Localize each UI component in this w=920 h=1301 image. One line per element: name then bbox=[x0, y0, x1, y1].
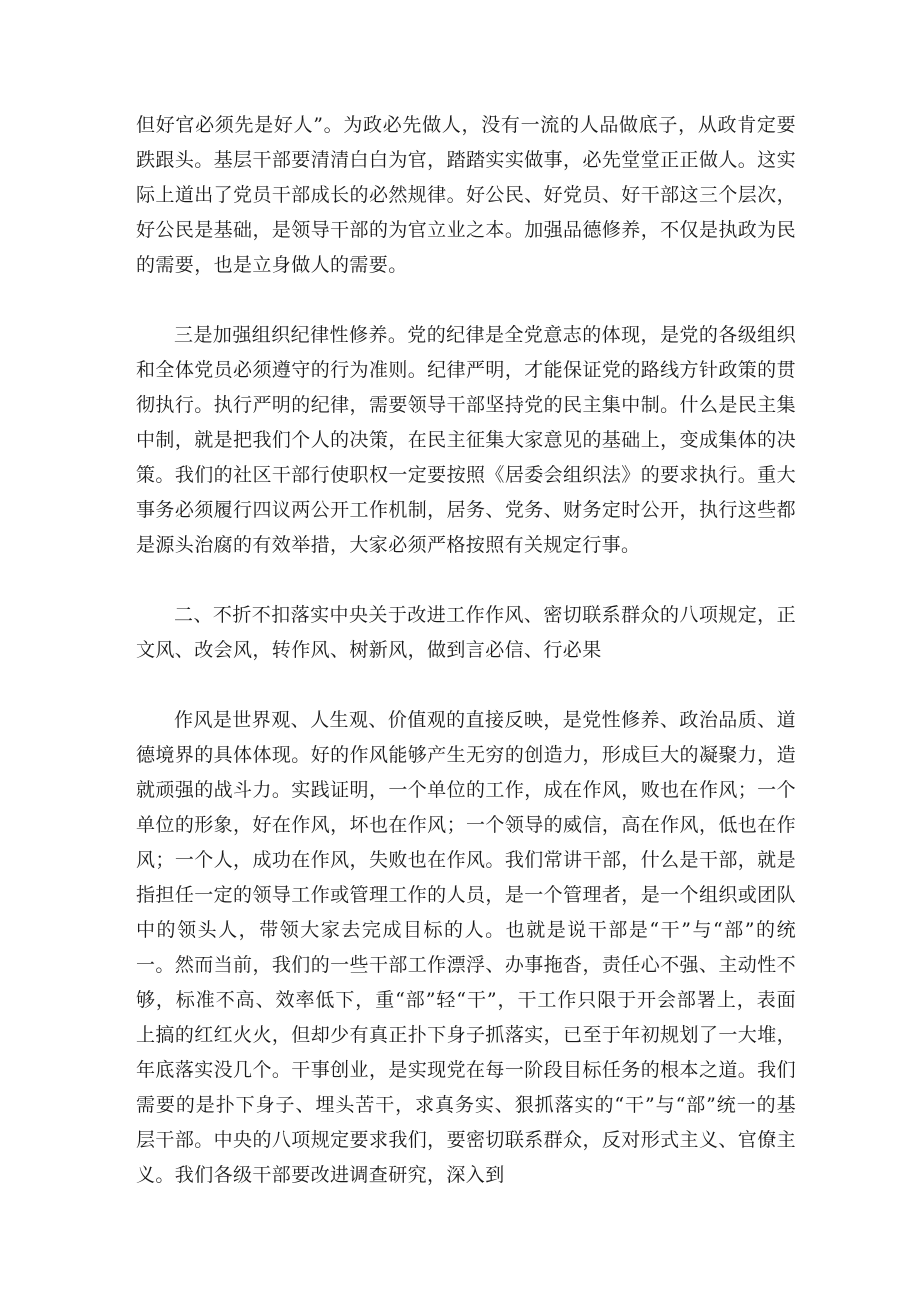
document-page bbox=[136, 108, 796, 1193]
paragraph-spacer bbox=[136, 283, 796, 318]
paragraph-style: 作风是世界观、人生观、价值观的直接反映，是党性修养、政治品质、道德境界的具体体现。好的作风能够产生无穷的创造力，形成巨大的凝聚力，造就顽强的战斗力。实践证明，一个单位的工作，成在作风，败也在作风；一个单位的形象，好在作风，坏也在作风；一个领导的威信，高在作风，低也在作风；一个人，成功在作风，失败也在作风。我们常讲干部，什么是干部，就是指担任一定的领导工作或管理工作的人员，是一个管理者，是一个组织或团队中的领头人，带领大家去完成目标的人。也就是说干部是“干”与“部”的统一。然而当前，我们的一些干部工作漂浮、办事拖沓，责任心不强、主动性不够，标准不高、效率低下，重“部”轻“干”，干工作只限于开会部署上，表面上搞的红红火火，但却少有真正扑下身子抓落实，已至于年初规划了一大堆，年底落实没几个。干事创业，是实现党在每一阶段目标任务的根本之道。我们需要的是扑下身子、埋头苦干，求真务实、狠抓落实的“干”与“部”统一的基层干部。中央的八项规定要求我们，要密切联系群众，反对形式主义、官僚主义。我们各级干部要改进调查研究，深入到 bbox=[136, 709, 796, 1186]
paragraph-spacer bbox=[136, 563, 796, 598]
paragraph-discipline: 三是加强组织纪律性修养。党的纪律是全党意志的体现，是党的各级组织和全体党员必须遵守的行为准则。纪律严明，才能保证党的路线方针政策的贯彻执行。执行严明的纪律，需要领导干部坚持党的民主集中制。什么是民主集中制，就是把我们个人的决策，在民主征集大家意见的基础上，变成集体的决策。我们的社区干部行使职权一定要按照《居委会组织法》的要求执行。重大事务必须履行四议两公开工作机制，居务、党务、财务定时公开，执行这些都是源头治腐的有效举措，大家必须严格按照有关规定行事。 bbox=[136, 324, 796, 556]
paragraph-spacer bbox=[136, 668, 796, 703]
section-heading-two: 二、不折不扣落实中央关于改进工作作风、密切联系群众的八项规定，正文风、改会风，转作风、树新风，做到言必信、行必果 bbox=[136, 604, 796, 661]
paragraph-continuation: 但好官必须先是好人”。为政必先做人，没有一流的人品做底子，从政肯定要跌跟头。基层干部要清清白白为官，踏踏实实做事，必先堂堂正正做人。这实际上道出了党员干部成长的必然规律。好公民、好党员、好干部这三个层次，好公民是基础，是领导干部的为官立业之本。加强品德修养，不仅是执政为民的需要，也是立身做人的需要。 bbox=[136, 114, 796, 276]
